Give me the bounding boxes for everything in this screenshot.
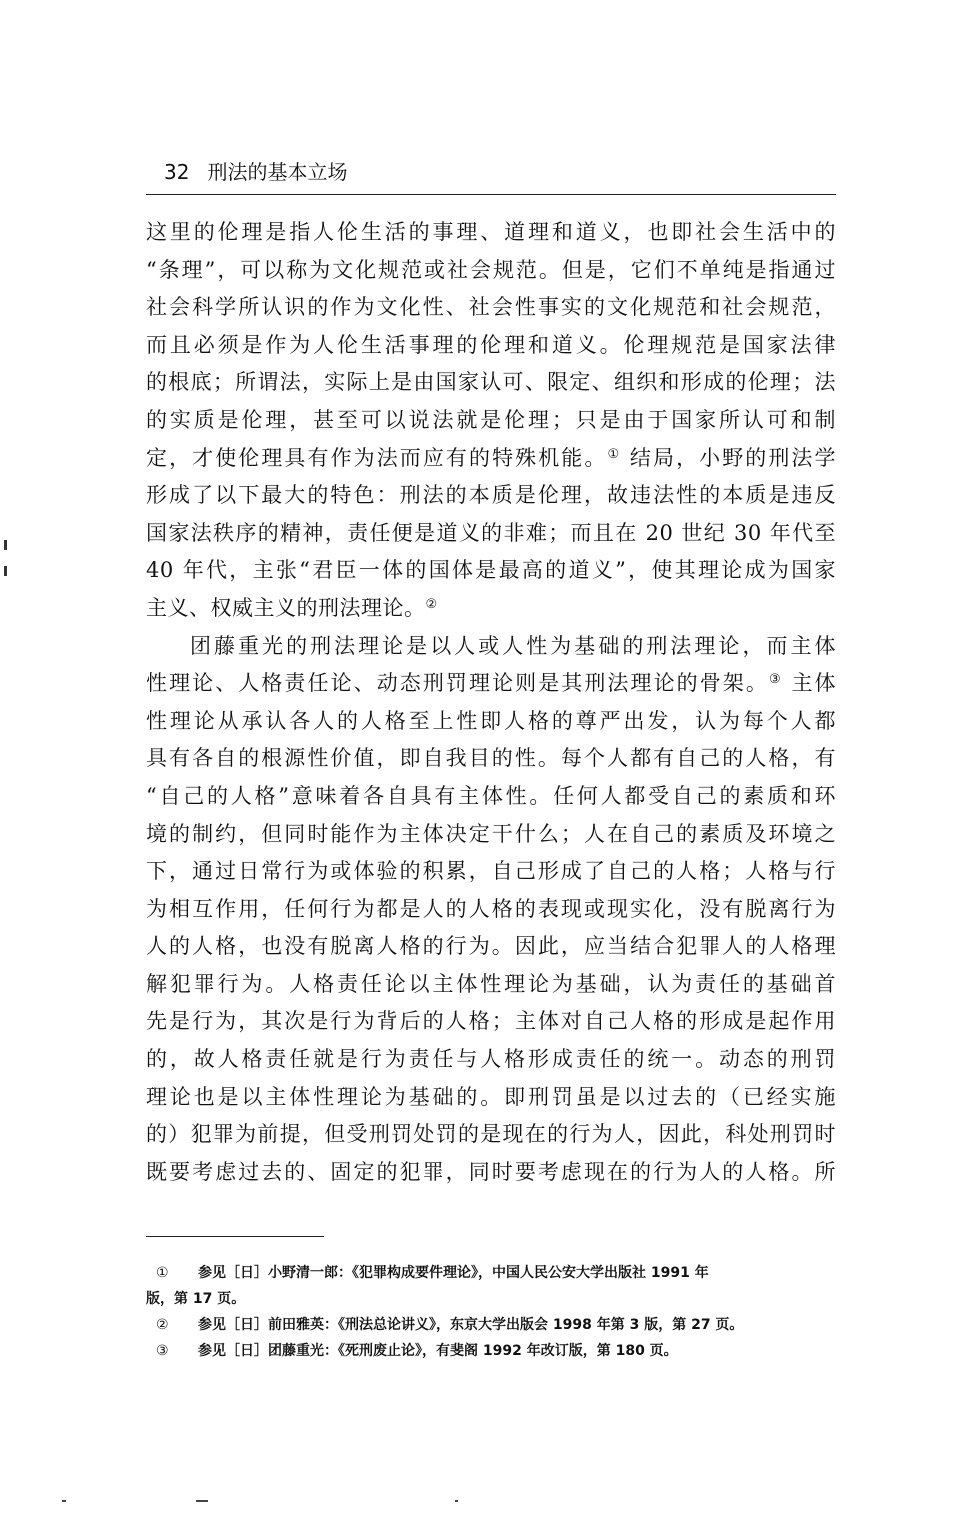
text-line: “自己的人格”意味着各自具有主体性。任何人都受自己的素质和环 bbox=[146, 783, 836, 808]
text-line: 具有各自的根源性价值，即自我目的性。每个人都有自己的人格，有 bbox=[146, 746, 836, 771]
paragraph bbox=[146, 214, 836, 628]
scan-speck bbox=[455, 1500, 458, 1502]
footnote-mark: ① bbox=[156, 1265, 169, 1281]
text-line: 的，故人格责任就是行为责任与人格形成责任的统一。动态的刑罚 bbox=[146, 1047, 836, 1072]
page-number: 32 bbox=[164, 160, 190, 184]
footnote-text: 参见［日］前田雅英：《刑法总论讲义》，东京大学出版会 1998 年第 3 版，第 27 页。 bbox=[198, 1317, 744, 1333]
footnote bbox=[146, 1338, 836, 1364]
footnote-rule bbox=[146, 1236, 324, 1237]
text-line: 解犯罪行为。人格责任论以主体性理论为基础，认为责任的基础首 bbox=[146, 971, 836, 996]
text-line: 而且必须是作为人伦生活事理的伦理和道义。伦理规范是国家法律 bbox=[146, 332, 836, 357]
text-line: 为相互作用，任何行为都是人的人格的表现或现实化，没有脱离行为 bbox=[146, 896, 836, 921]
text-line: 的实质是伦理，甚至可以说法就是伦理；只是由于国家所认可和制 bbox=[146, 407, 836, 432]
scan-mark bbox=[4, 540, 7, 550]
footnote-ref[interactable]: ③ bbox=[768, 672, 783, 688]
body-text bbox=[146, 214, 836, 1191]
text-line: 社会科学所认识的作为文化性、社会性事实的文化规范和社会规范， bbox=[146, 295, 836, 320]
footnote-text: 参见［日］团藤重光：《死刑废止论》，有斐阁 1992 年改订版，第 180 页。 bbox=[198, 1343, 678, 1359]
text-line: 这里的伦理是指人伦生活的事理、道理和道义，也即社会生活中的 bbox=[146, 220, 836, 244]
text-line: 人的人格，也没有脱离人格的行为。因此，应当结合犯罪人的人格理 bbox=[146, 934, 836, 959]
text-line: 团藤重光的刑法理论是以人或人性为基础的刑法理论，而主体 bbox=[190, 633, 836, 658]
text-line: 先是行为，其次是行为背后的人格；主体对自己人格的形成是起作用 bbox=[146, 1009, 836, 1034]
text-line: 理论也是以主体性理论为基础的。即刑罚虽是以过去的（已经实施 bbox=[146, 1084, 836, 1109]
text-line: 国家法秩序的精神，责任便是道义的非难；而且在 20 世纪 30 年代至 bbox=[146, 520, 836, 545]
running-header bbox=[146, 158, 836, 186]
text-line: “条理”，可以称为文化规范或社会规范。但是，它们不单纯是指通过 bbox=[146, 257, 836, 282]
scan-mark bbox=[4, 566, 7, 576]
footnotes bbox=[146, 1260, 836, 1364]
footnote-ref[interactable]: ② bbox=[425, 596, 438, 612]
footnote bbox=[146, 1312, 836, 1338]
scan-speck bbox=[196, 1500, 208, 1502]
text-line: 主义、权威主义的刑法理论。② bbox=[146, 595, 438, 620]
text-line: 下，通过日常行为或体验的积累，自己形成了自己的人格；人格与行 bbox=[146, 859, 836, 884]
paragraph bbox=[146, 628, 836, 1192]
running-title: 刑法的基本立场 bbox=[207, 160, 348, 184]
text-line: 性理论、人格责任论、动态刑罚理论则是其刑法理论的骨架。③ 主体 bbox=[146, 671, 837, 696]
header-rule bbox=[146, 194, 836, 195]
text-line: 既要考虑过去的、固定的犯罪，同时要考虑现在的行为人的人格。所 bbox=[146, 1159, 836, 1184]
scan-speck bbox=[62, 1500, 66, 1502]
footnote-continuation: 版，第 17 页。 bbox=[146, 1291, 246, 1307]
text-line: 境的制约，但同时能作为主体决定干什么；人在自己的素质及环境之 bbox=[146, 821, 836, 846]
text-line: 的）犯罪为前提，但受刑罚处罚的是现在的行为人，因此，科处刑罚时 bbox=[146, 1122, 836, 1147]
footnote-ref[interactable]: ① bbox=[607, 446, 622, 462]
footnote bbox=[146, 1260, 836, 1286]
text-line: 的根底；所谓法，实际上是由国家认可、限定、组织和形成的伦理；法 bbox=[146, 370, 836, 395]
text-line: 40 年代，主张“君臣一体的国体是最高的道义”，使其理论成为国家 bbox=[146, 558, 836, 583]
text-line: 定，才使伦理具有作为法而应有的特殊机能。① 结局，小野的刑法学 bbox=[146, 445, 836, 470]
text-line: 形成了以下最大的特色：刑法的本质是伦理，故违法性的本质是违反 bbox=[146, 483, 836, 508]
text-line: 性理论从承认各人的人格至上性即人格的尊严出发，认为每个人都 bbox=[146, 708, 836, 733]
footnote-mark: ③ bbox=[156, 1343, 169, 1359]
footnote-text: 参见［日］小野清一郎：《犯罪构成要件理论》，中国人民公安大学出版社 1991 年 bbox=[198, 1265, 709, 1281]
footnote-mark: ② bbox=[156, 1317, 169, 1333]
